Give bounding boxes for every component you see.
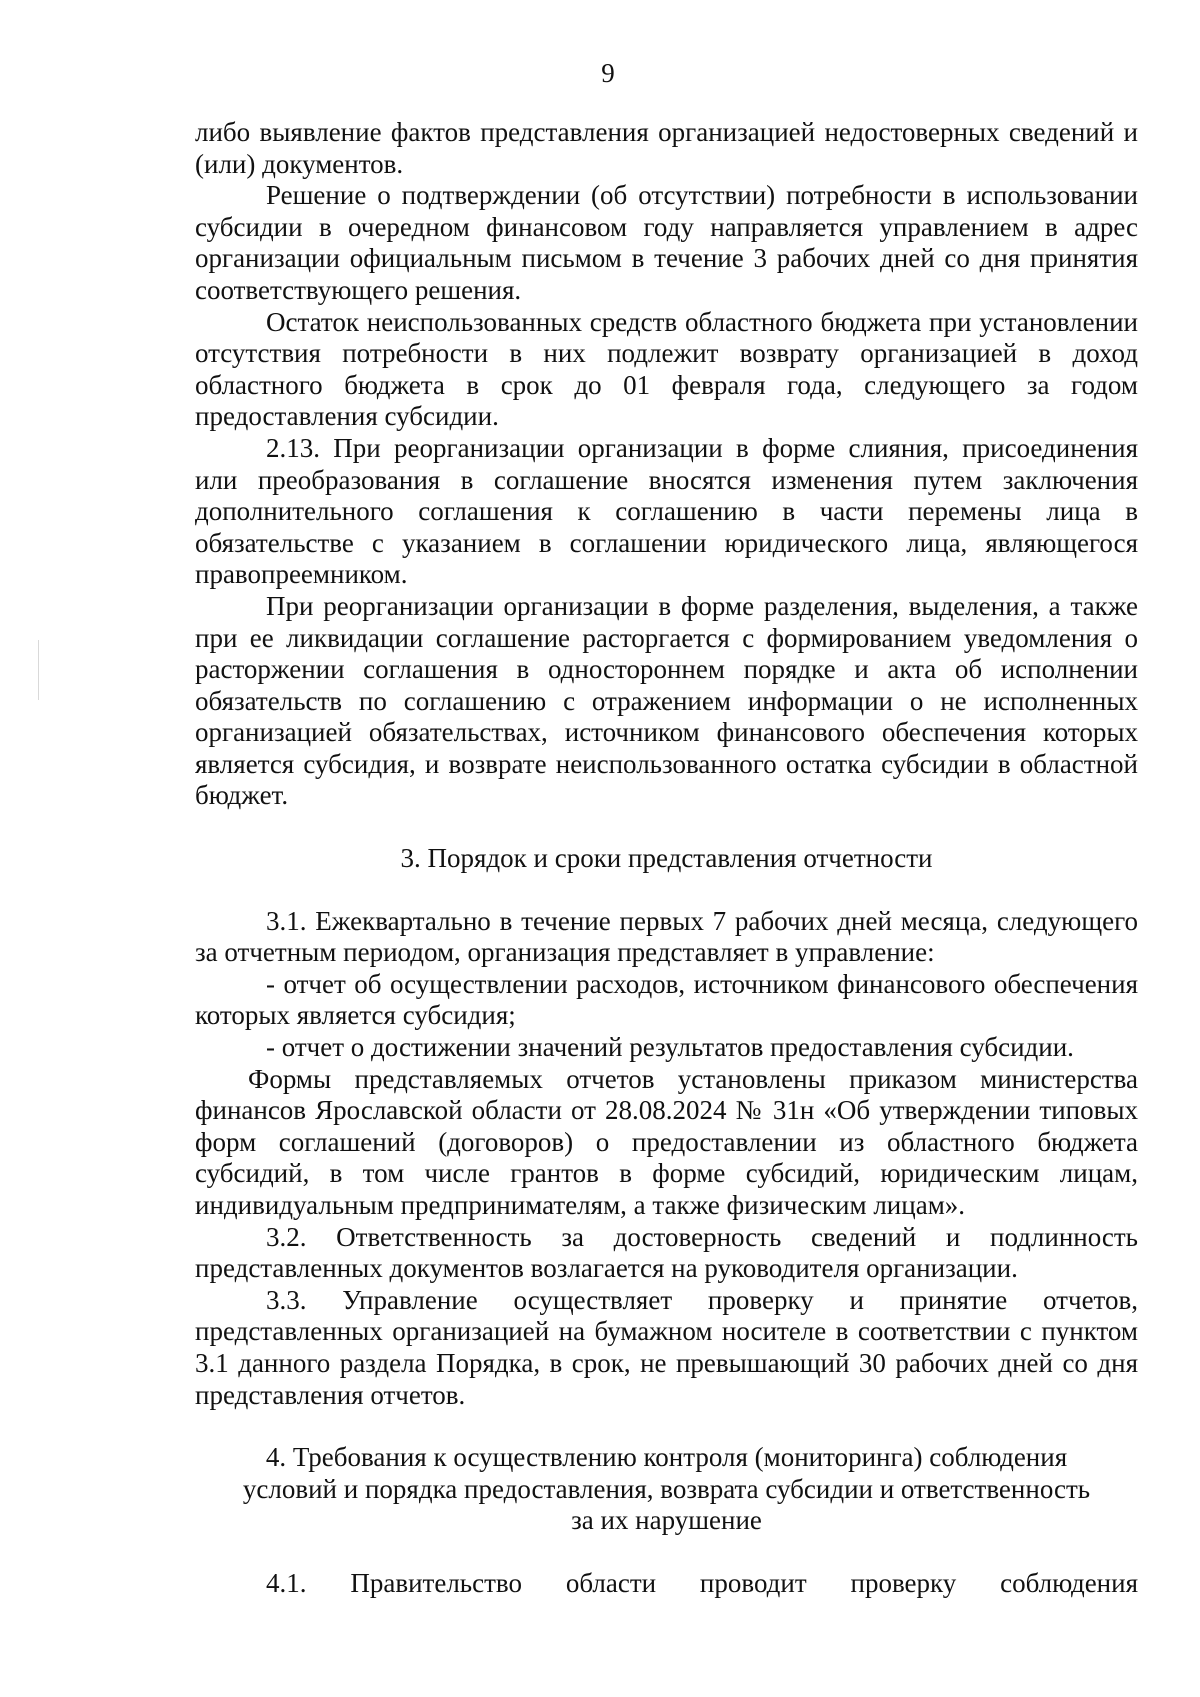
paragraph-3-1: 3.1. Ежеквартально в течение первых 7 рабочих дней месяца, следующего за отчетным периодом, организация представляет в управление: [195,905,1138,968]
paragraph-continuation: либо выявление фактов представления организацией недостоверных сведений и (или) документов. [195,117,1138,179]
paragraph-4-1: 4.1. Правительство области проводит проверку соблюдения [266,1567,1138,1598]
section-4-heading-line-2: условий и порядка предоставления, возврата субсидии и ответственность [242,1473,1091,1504]
page-number: 9 [601,58,615,88]
list-item-expenses-report: - отчет об осуществлении расходов, источником финансового обеспечения которых является субсидия; [195,968,1138,1031]
section-4-heading-line-1: 4. Требования к осуществлению контроля (мониторинга) соблюдения [265,1442,1068,1473]
section-4-heading [195,1442,1138,1537]
section-3-heading: 3. Порядок и сроки представления отчетности [400,843,933,874]
paragraph-report-forms: Формы представляемых отчетов установлены приказом министерства финансов Ярославской области от 28.08.2024 № 31н «Об утверждении типовых форм соглашений (договоров) о предоставлении из областного бюджета субсидий, в том числе грантов в форме субсидий, юридическим лицам, индивидуальным предпринимателям, а также физическим лицам». [195,1063,1138,1220]
paragraph-decision: Решение о подтверждении (об отсутствии) потребности в использовании субсидии в очередном финансовом году направляется управлением в адрес организации официальным письмом в течение 3 рабочих дней со дня принятия соответствующего решения. [195,180,1138,305]
paragraph-reorganization: При реорганизации организации в форме разделения, выделения, а также при ее ликвидации соглашение расторгается с формированием уведомления о расторжении соглашения в одностороннем порядке и акта об исполнении обязательств по соглашению с отражением информации о не исполненных организацией обязательствах, источником финансового обеспечения которых является субсидия, и возврате неиспользованного остатка субсидии в областной бюджет. [195,590,1138,811]
paragraph-2-13: 2.13. При реорганизации организации в форме слияния, присоединения или преобразования в соглашение вносятся изменения путем заключения дополнительного соглашения к соглашению в части перемены лица в обязательстве с указанием в соглашении юридического лица, являющегося правопреемником. [195,432,1138,590]
paragraph-remainder: Остаток неиспользованных средств областного бюджета при установлении отсутствия потребности в них подлежит возврату организацией в доход областного бюджета в срок до 01 февраля года, следующего за годом предоставления субсидии. [195,306,1138,432]
document-body [195,117,1138,1600]
list-item-results-report: - отчет о достижении значений результатов предоставления субсидии. [266,1032,1074,1063]
paragraph-3-3: 3.3. Управление осуществляет проверку и принятие отчетов, представленных организацией на бумажном носителе в соответствии с пунктом 3.1 данного раздела Порядка, в срок, не превышающий 30 рабочих дней со дня представления отчетов. [195,1284,1138,1410]
scan-artifact [38,640,39,700]
paragraph-3-2: 3.2. Ответственность за достоверность сведений и подлинность представленных документов возлагается на руководителя организации. [195,1221,1138,1284]
section-4-heading-line-3: за их нарушение [571,1505,762,1536]
